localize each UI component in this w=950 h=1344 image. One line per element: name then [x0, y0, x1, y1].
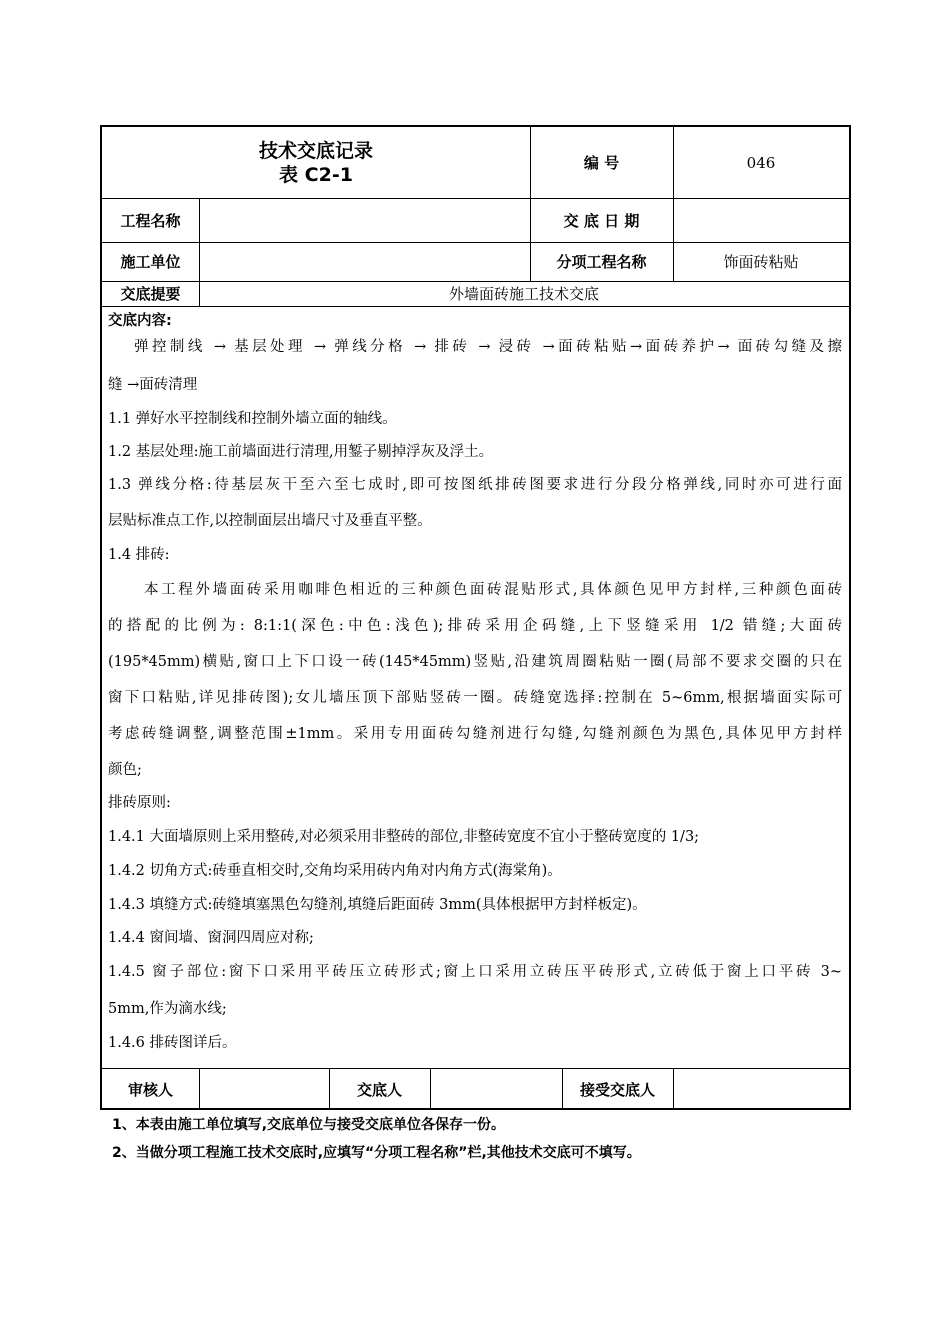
number-value: 046 [746, 153, 776, 172]
content-line: 层贴标准点工作,以控制面层出墙尺寸及垂直平整。 [108, 513, 432, 529]
technical-disclosure-form [100, 125, 851, 1110]
content-line: 1.4.6 排砖图详后。 [108, 1035, 237, 1051]
construction-unit-label: 施工单位 [120, 253, 181, 271]
content-line: 弹控制线 → 基层处理 → 弹线分格 → 排砖 → 浸砖 →面砖粘贴→面砖养护→ 面砖勾缝及擦 [134, 339, 842, 355]
content-line: 考虑砖缝调整,调整范围±1mm。采用专用面砖勾缝剂进行勾缝,勾缝剂颜色为黑色,具体见甲方封样 [108, 726, 842, 742]
reviewer-field[interactable] [199, 1068, 329, 1110]
receiver-label: 接受交底人 [579, 1080, 655, 1099]
discloser-field[interactable] [430, 1068, 562, 1110]
sub-project-value: 饰面砖粘贴 [723, 253, 799, 271]
content-line: 的搭配的比例为: 8:1:1(深色:中色:浅色);排砖采用企码缝,上下竖缝采用 1/2 错缝;大面砖 [108, 618, 842, 634]
receiver-field[interactable] [673, 1068, 849, 1110]
content-line: 5mm,作为滴水线; [108, 1001, 227, 1017]
content-line: 1.4.5 窗子部位:窗下口采用平砖压立砖形式;窗上口采用立砖压平砖形式,立砖低于窗上口平砖 3~ [108, 964, 842, 980]
content-line: (195*45mm)横贴,窗口上下口设一砖(145*45mm)竖贴,沿建筑周圈粘贴一圈(局部不要求交圈的只在 [108, 654, 842, 670]
content-line: 1.1 弹好水平控制线和控制外墙立面的轴线。 [108, 411, 397, 427]
form-code: 表 C2-1 [279, 163, 353, 186]
content-heading: 交底内容: [108, 313, 172, 329]
content-line: 1.4.3 填缝方式:砖缝填塞黑色勾缝剂,填缝后距面砖 3mm(具体根据甲方封样板定)。 [108, 897, 647, 913]
form-title [102, 127, 530, 198]
content-line: 1.4.4 窗间墙、窗洞四周应对称; [108, 930, 314, 946]
content-line: 1.3 弹线分格:待基层灰干至六至七成时,即可按图纸排砖图要求进行分段分格弹线,同时亦可进行面 [108, 477, 842, 493]
note-item: 1、本表由施工单位填写,交底单位与接受交底单位各保存一份。 [112, 1117, 506, 1133]
content-line: 窗下口粘贴,详见排砖图);女儿墙压顶下部贴竖砖一圈。砖缝宽选择:控制在 5~6mm,根据墙面实际可 [108, 690, 842, 706]
content-line: 排砖原则: [108, 795, 171, 811]
number-label: 编 号 [583, 154, 620, 172]
content-line: 缝 →面砖清理 [108, 377, 198, 393]
summary-value: 外墙面砖施工技术交底 [448, 285, 599, 303]
date-label: 交 底 日 期 [563, 211, 640, 230]
form-title-main: 技术交底记录 [258, 139, 373, 162]
content-line: 1.2 基层处理:施工前墙面进行清理,用錾子剔掉浮灰及浮土。 [108, 444, 494, 460]
content-line: 本工程外墙面砖采用咖啡色相近的三种颜色面砖混贴形式,具体颜色见甲方封样,三种颜色面砖 [144, 582, 842, 598]
reviewer-label: 审核人 [127, 1080, 173, 1099]
note-item: 2、当做分项工程施工技术交底时,应填写“分项工程名称”栏,其他技术交底可不填写。 [112, 1145, 641, 1161]
project-name-label: 工程名称 [120, 211, 181, 230]
form-notes [112, 1111, 641, 1167]
content-line: 1.4 排砖: [108, 547, 170, 563]
project-name-field[interactable] [199, 198, 530, 242]
sub-project-label: 分项工程名称 [556, 253, 647, 271]
construction-unit-field[interactable] [199, 242, 530, 281]
content-line: 1.4.2 切角方式:砖垂直相交时,交角均采用砖内角对内角方式(海棠角)。 [108, 863, 562, 879]
date-field[interactable] [673, 198, 849, 242]
content-line: 颜色; [108, 762, 142, 778]
row-divider [102, 306, 849, 307]
discloser-label: 交底人 [356, 1080, 402, 1099]
content-line: 1.4.1 大面墙原则上采用整砖,对必须采用非整砖的部位,非整砖宽度不宜小于整砖宽度的 1/3; [108, 829, 700, 845]
summary-label: 交底提要 [120, 285, 181, 303]
